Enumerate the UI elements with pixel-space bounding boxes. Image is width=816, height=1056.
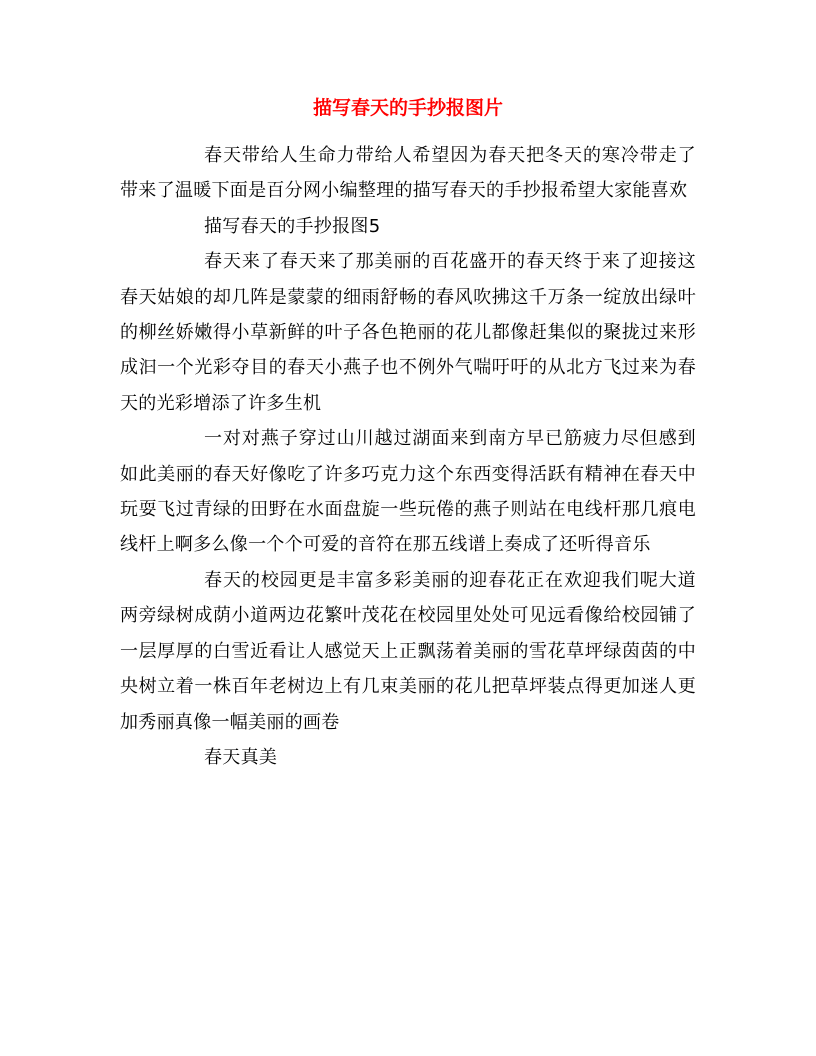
document-title: 描写春天的手抄报图片: [312, 97, 503, 119]
document-body: [120, 138, 696, 775]
paragraph-closing: 春天真美: [204, 746, 278, 768]
paragraph-swallows: 一对对燕子穿过山川越过湖面来到南方早已筋疲力尽但感到如此美丽的春天好像吃了许多巧克力这个东西变得活跃有精神在春天中玩耍飞过青绿的田野在水面盘旋一些玩倦的燕子则站在电线杆那几痕电线杆上啊多么像一个个可爱的音符在那五线谱上奏成了还听得音乐: [120, 428, 696, 556]
paragraph-intro: 春天带给人生命力带给人希望因为春天把冬天的寒冷带走了带来了温暖下面是百分网小编整理的描写春天的手抄报希望大家能喜欢: [120, 145, 696, 202]
paragraph-campus: 春天的校园更是丰富多彩美丽的迎春花正在欢迎我们呢大道两旁绿树成荫小道两边花繁叶茂花在校园里处处可见远看像给校园铺了一层厚厚的白雪近看让人感觉天上正飘荡着美丽的雪花草坪绿茵茵的中央树立着一株百年老树边上有几束美丽的花儿把草坪装点得更加迷人更加秀丽真像一幅美丽的画卷: [120, 569, 696, 733]
paragraph-spring-arrives: 春天来了春天来了那美丽的百花盛开的春天终于来了迎接这春天姑娘的却几阵是蒙蒙的细雨舒畅的春风吹拂这千万条一绽放出绿叶的柳丝娇嫩得小草新鲜的叶子各色艳丽的花儿都像赶集似的聚拢过来形成汩一个光彩夺目的春天小燕子也不例外气喘吁吁的从北方飞过来为春天的光彩增添了许多生机: [120, 251, 696, 414]
paragraph-image-caption: 描写春天的手抄报图5: [204, 215, 381, 237]
